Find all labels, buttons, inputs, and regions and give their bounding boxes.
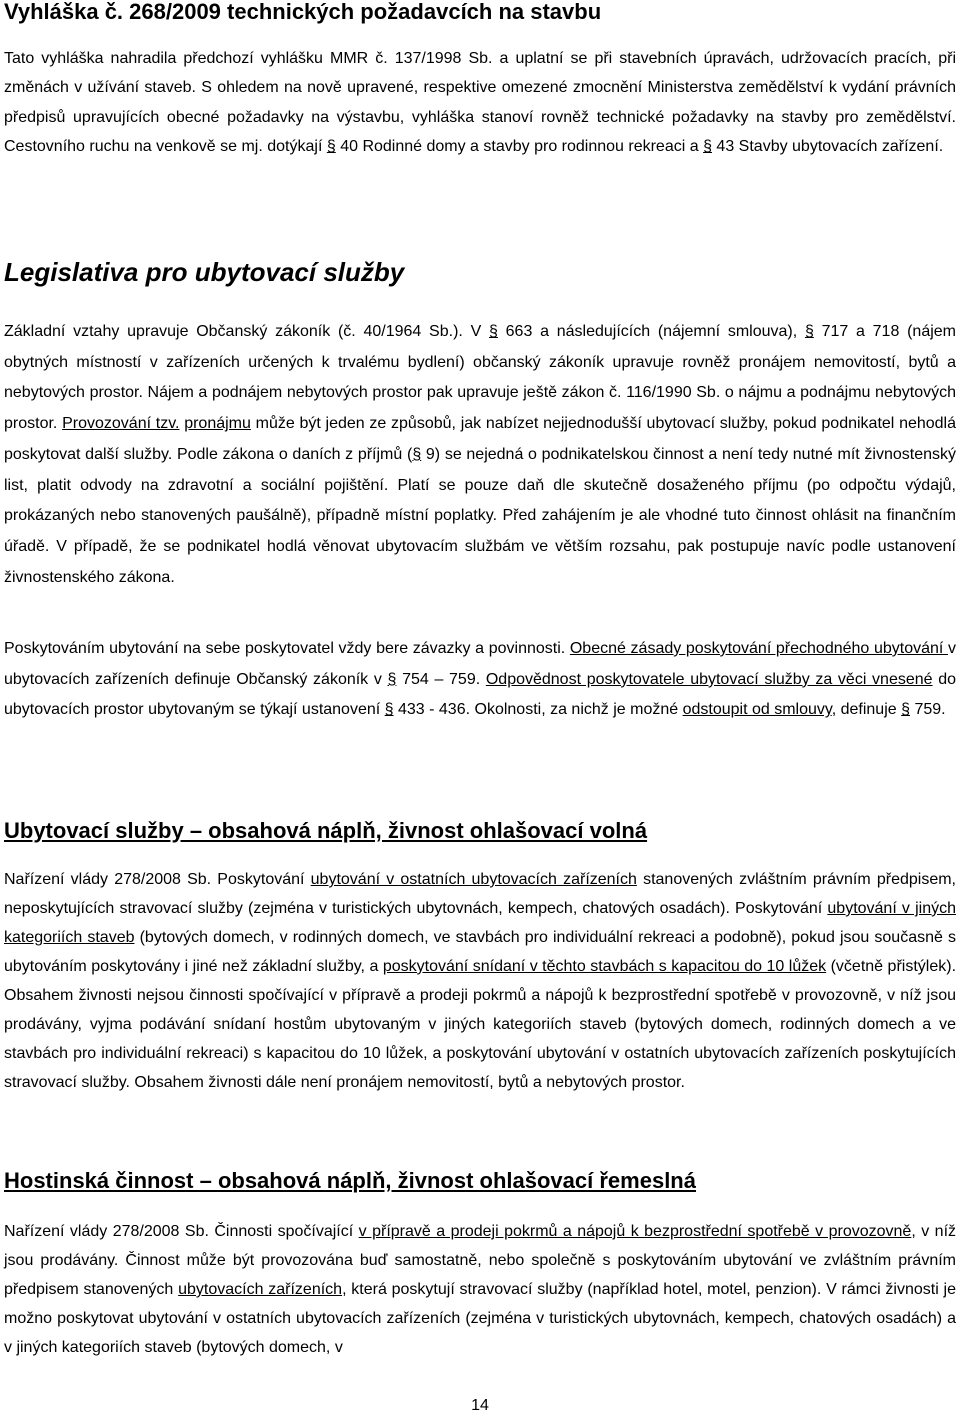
legislativa-paragraph-1 <box>4 317 956 593</box>
text-run: Tato vyhláška nahradila předchozí vyhlášku MMR č. 137/1998 Sb. a uplatní se při stavebních úpravách, udržovacích pracích, při změnách v užívání staveb. S ohledem na nově upravené, respektive omezené zmocnění Ministerstva zemědělství k vydání právních předpisů upravujících obecné požadavky na výstavbu, vyhláška stanoví rovněž technické požadavky na stavby pro zemědělství. Cestovního ruchu na venkově se mj. dotýkají <box>4 50 956 155</box>
section-sign: § <box>901 701 911 719</box>
text-run: 9) se nejedná o podnikatelskou činnost a není tedy nutné mít živnostenský list, platit odvody na zdravotní a sociální pojištění. Platí se pouze daň dle skutečně dosaženého příjmu (po odpočtu výdajů, prokázaných nebo stanovených paušálně), případně místní poplatky. Před zahájením je ale vhodné tuto činnost ohlásit na finančním úřadě. V případě, že se podnikatel hodlá věnovat ubytovacím službám ve větším rozsahu, pak postupuje navíc podle ustanovení živnostenského zákona. <box>4 445 956 586</box>
underlined-term: pronájmu <box>184 415 251 433</box>
underlined-term: Odpovědnost poskytovatele ubytovací služby za věci vnesené <box>485 670 933 688</box>
section-sign: § <box>489 323 498 340</box>
legislativa-paragraph-2 <box>4 634 956 726</box>
text-run: , v níž jsou prodávány. Činnost může být provozována buď samostatně, nebo společně s poskytováním ubytování ve zvláštním právním předpisem stanovených <box>4 1223 957 1298</box>
text-run: Nařízení vlády 278/2008 Sb. Činnosti spočívající <box>4 1223 359 1240</box>
text-run: 759. <box>910 701 946 719</box>
heading-legislativa: Legislativa pro ubytovací služby <box>4 257 405 287</box>
text-run: do ubytovacích prostor ubytovaným se týkají ustanovení <box>4 670 957 719</box>
underlined-term: ubytovacích zařízeních <box>178 1281 343 1298</box>
text-run: 40 Rodinné domy a stavby pro rodinnou rekreaci a <box>335 137 704 155</box>
text-run: (včetně přistýlek). Obsahem živnosti nejsou činnosti spočívající v přípravě a prodeji pokrmů a nápojů k bezprostřední spotřebě v provozovně, v níž jsou prodávány, vyjma podávání snídaní hostům ubytovaným v jiných kategoriích staveb (bytových domech, rodinných domech a ve stavbách pro individuální rekreaci) s kapacitou do 10 lůžek, a poskytování ubytování v ostatních ubytovacích zařízeních poskytujících stravovací služby. Obsahem živnosti dále není pronájem nemovitostí, bytů a nebytových prostor. <box>4 958 957 1091</box>
section-sign: § <box>804 323 814 340</box>
underlined-term: odstoupit od smlouvy <box>682 701 832 719</box>
text-run: může být jeden ze způsobů, jak nabízet nejjednodušší ubytovací služby, pokud podnikatel nehodlá poskytovat další služby. Podle zákona o daních z příjmů ( <box>4 415 957 463</box>
section-sign: § <box>326 137 336 155</box>
text-run: 433 - 436. Okolnosti, za nichž je možné <box>393 701 683 719</box>
intro-paragraph <box>4 44 956 161</box>
text-run: 663 a následujících (nájemní smlouva), <box>497 323 805 340</box>
ubytovaci-paragraph <box>4 865 956 1097</box>
underlined-term: poskytování snídaní v těchto stavbách s kapacitou do 10 lůžek <box>382 958 827 975</box>
underlined-term: Obecné zásady poskytování přechodného ubytování <box>569 640 949 657</box>
heading-ubytovaci-sluzby: Ubytovací služby – obsahová náplň, živnost ohlašovací volná <box>4 818 648 843</box>
text-run: , definuje <box>831 701 902 719</box>
text-run: Poskytováním ubytování na sebe poskytovatel vždy bere závazky a povinnosti. <box>4 640 570 657</box>
text-run: 43 Stavby ubytovacích zařízení. <box>711 137 944 155</box>
text-run: 717 a 718 (nájem obytných místností v zařízeních určených k trvalému bydlení) občanský zákoník upravuje rovněž pronájem nemovitostí, bytů a nebytových prostor. Nájem a podnájem nebytových prostor pak upravuje ještě zákon č. 116/1990 Sb. o nájmu a podnájmu nebytových prostor. <box>4 323 956 433</box>
section-sign: § <box>387 670 397 688</box>
text-run: Nařízení vlády 278/2008 Sb. Poskytování <box>4 871 311 888</box>
text-run: 754 – 759. <box>396 670 486 688</box>
section-sign: § <box>703 137 712 155</box>
underlined-term: Provozování tzv. <box>62 415 180 433</box>
underlined-term: v přípravě a prodeji pokrmů a nápojů k bezprostřední spotřebě v provozovně <box>358 1223 912 1240</box>
text-run: v ubytovacích zařízeních definuje Občanský zákoník v <box>4 640 957 688</box>
section-sign: § <box>412 445 422 463</box>
heading-vyhlaska: Vyhláška č. 268/2009 technických požadavcích na stavbu <box>4 0 602 24</box>
section-sign: § <box>384 701 394 719</box>
hostinska-paragraph <box>4 1217 956 1362</box>
text-run: stanovených zvláštním právním předpisem, neposkytujících stravovací služby (zejména v turistických ubytovnách, kempech, chatových osadách). Poskytování <box>4 871 956 917</box>
underlined-term: ubytování v jiných kategoriích staveb <box>4 900 957 946</box>
text-run: , která poskytují stravovací služby (například hotel, motel, penzion). V rámci živnosti je možno poskytovat ubytování v ostatních ubytovacích zařízeních (zejména v turistických ubytovnách, kempech, chatových osadách) a v jiných kategoriích staveb (bytových domech, v <box>4 1281 957 1356</box>
underlined-term: ubytování v ostatních ubytovacích zařízeních <box>310 871 637 888</box>
text-run: Základní vztahy upravuje Občanský zákoník (č. 40/1964 Sb.). V <box>4 323 489 340</box>
heading-hostinska-cinnost: Hostinská činnost – obsahová náplň, živnost ohlašovací řemeslná <box>4 1168 696 1193</box>
text-run: (bytových domech, v rodinných domech, ve stavbách pro individuální rekreaci a podobně), pokud jsou současně s ubytováním poskytovány i jiné než základní služby, a <box>4 929 956 975</box>
page-number: 14 <box>471 1397 489 1414</box>
